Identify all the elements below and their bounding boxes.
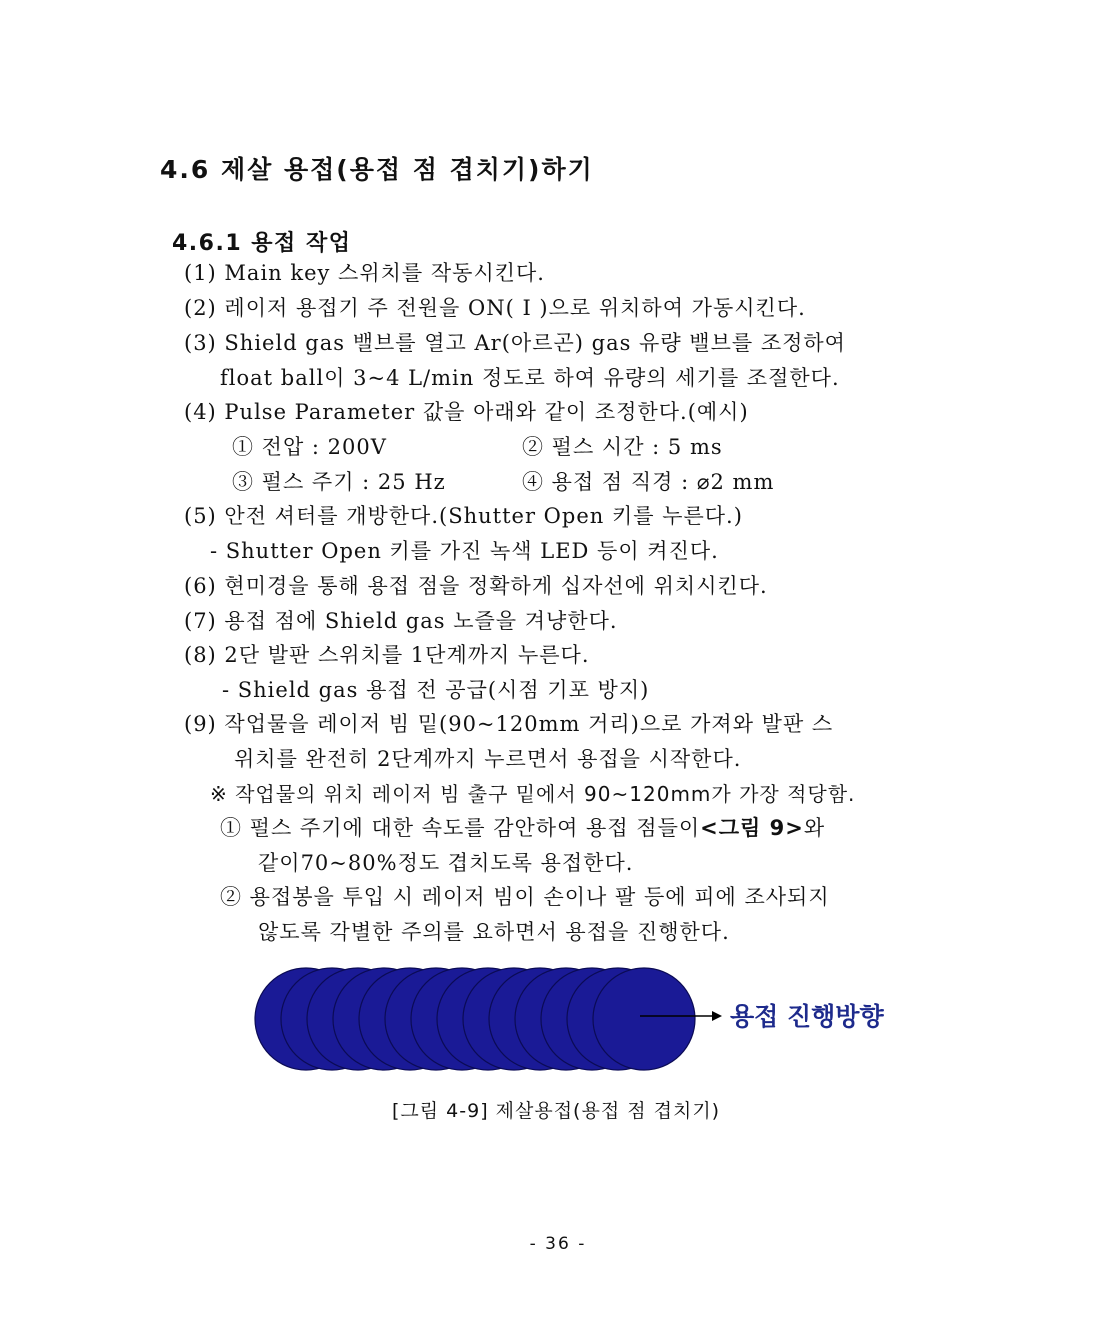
note-2-line-1: ② 용접봉을 투입 시 레이저 빔이 손이나 팔 등에 피에 조사되지 (220, 885, 830, 909)
subsection-heading: 4.6.1 용접 작업 (172, 231, 352, 256)
step-2: (2) 레이저 용접기 주 전원을 ON( I )으로 위치하여 가동시킨다. (184, 296, 806, 320)
note-1-line-1 (220, 815, 825, 841)
param-pulse-time: ② 펄스 시간 : 5 ms (522, 435, 723, 459)
step-8-sub: - Shield gas 용접 전 공급(시점 기포 방지) (222, 678, 650, 702)
weld-spot (593, 968, 695, 1070)
step-6: (6) 현미경을 통해 용접 점을 정확하게 십자선에 위치시킨다. (184, 574, 768, 598)
figure-caption: [그림 4-9] 제살용접(용접 점 겹치기) (392, 1100, 721, 1122)
step-3-line-1: (3) Shield gas 밸브를 열고 Ar(아르곤) gas 유량 밸브를 조정하여 (184, 331, 846, 355)
note-2-line-2: 않도록 각별한 주의를 요하면서 용접을 진행한다. (258, 920, 730, 944)
step-5: (5) 안전 셔터를 개방한다.(Shutter Open 키를 누른다.) (184, 504, 743, 528)
step-1: (1) Main key 스위치를 작동시킨다. (184, 261, 545, 285)
param-pulse-period: ③ 펄스 주기 : 25 Hz (232, 470, 446, 494)
weld-direction-label: 용접 진행방향 (730, 1002, 884, 1031)
param-voltage: ① 전압 : 200V (232, 435, 387, 459)
step-7: (7) 용접 점에 Shield gas 노즐을 겨냥한다. (184, 609, 618, 633)
note-1-line-2: 같이70~80%정도 겹치도록 용접한다. (258, 851, 634, 875)
section-heading: 4.6 제살 용접(용접 점 겹치기)하기 (160, 155, 594, 184)
figure-reference: <그림 9> (700, 816, 804, 840)
direction-arrow-head (712, 1011, 722, 1021)
step-9-line-2: 위치를 완전히 2단계까지 누르면서 용접을 시작한다. (234, 747, 742, 771)
note-1-text: ① 펄스 주기에 대한 속도를 감안하여 용접 점들이 (220, 816, 701, 840)
note-1-suffix: 와 (803, 816, 826, 840)
step-4: (4) Pulse Parameter 값을 아래와 같이 조정한다.(예시) (184, 400, 749, 424)
weld-spots (255, 968, 695, 1070)
param-spot-diameter: ④ 용접 점 직경 : ⌀2 mm (522, 470, 775, 494)
step-5-sub: - Shutter Open 키를 가진 녹색 LED 등이 켜진다. (210, 539, 719, 563)
note: ※ 작업물의 위치 레이저 빔 출구 밑에서 90~120mm가 가장 적당함. (210, 782, 856, 806)
page-number: - 36 - (529, 1234, 587, 1254)
step-9-line-1: (9) 작업물을 레이저 빔 밑(90~120mm 거리)으로 가져와 발판 스 (184, 712, 834, 736)
step-3-line-2: float ball이 3~4 L/min 정도로 하여 유량의 세기를 조절한다. (220, 366, 840, 390)
step-8: (8) 2단 발판 스위치를 1단계까지 누른다. (184, 643, 590, 667)
